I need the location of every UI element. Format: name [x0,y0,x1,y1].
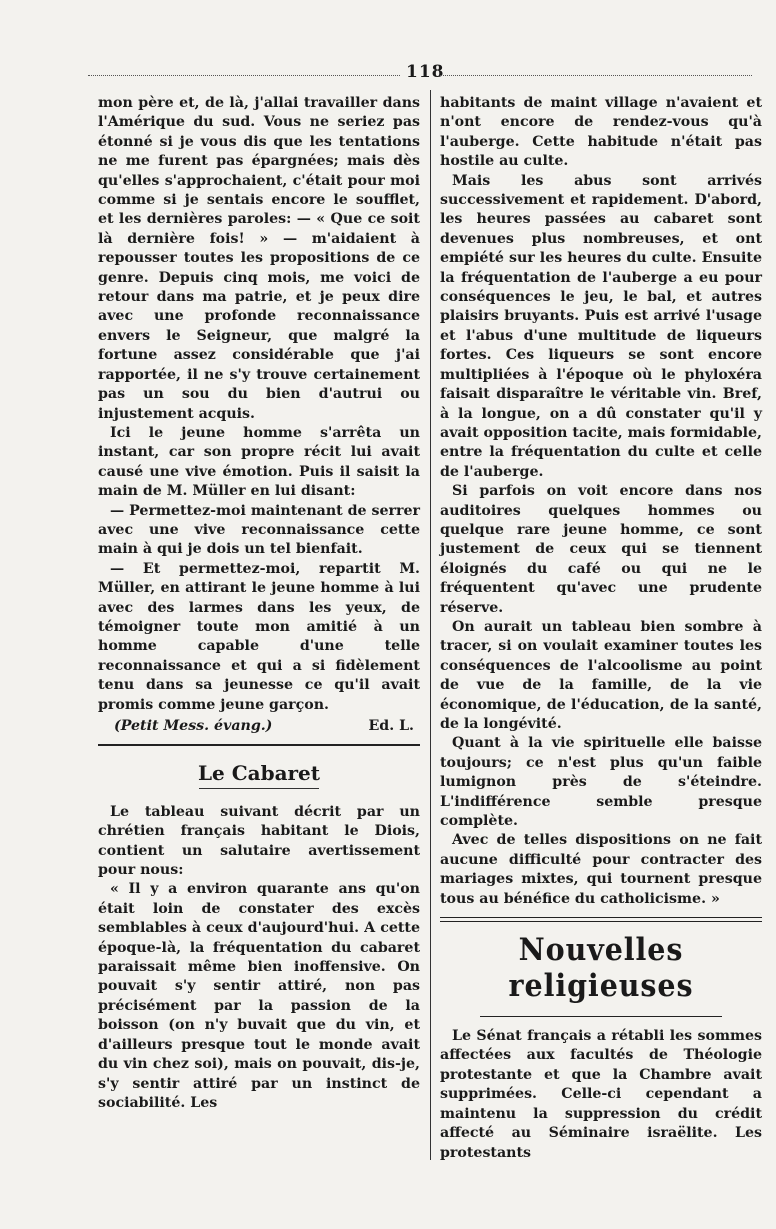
paragraph: mon père et, de là, j'allai travailler dans l'Amérique du sud. Vous ne seriez pas étonné si je vous dis que les tentations ne me furent pas épargnées; mais dès qu'elles s'approchaient, c'était pour moi comme si je sentais encore le soufflet, et les dernières paroles: — « Que ce soit là dernière fois! » — m'aidaient à repousser toutes les propositions de ce genre. Depuis cinq mois, me voici de retour dans ma patrie, et je peux dire avec une profonde reconnaissance envers le Seigneur, que malgré la fortune assez considérable que j'ai rapportée, il ne s'y trouve certainement pas un sou du bien d'autrui ou injustement acquis. [98,95,420,422]
section-title-nouvelles: Nouvelles religieuses [508,932,694,1005]
signature-source: (Petit Mess. évang.) [114,718,273,734]
paragraph: — Permettez-moi maintenant de serrer avec une vive reconnaissance cette main à qui je dois un tel bienfait. [98,502,420,558]
page-header [88,62,752,86]
section-title-cabaret: Le Cabaret [197,761,321,786]
signature-author: Ed. L. [368,718,414,734]
paragraph: Ici le jeune homme s'arrêta un instant, car son propre récit lui avait causé une vive émotion. Puis il saisit la main de M. Müller en lui disant: [98,424,420,500]
paragraph: « Il y a environ quarante ans qu'on était loin de constater des excès semblables à ceux d'aujourd'hui. A cette époque-là, la fréquentation du cabaret paraissait même bien inoffensive. On pouvait s'y sentir attiré, non pas précisément par la passion de la boisson (on n'y buvait que du vin, et d'ailleurs presque tout le monde avait du vin chez soi), mais on pouvait, dis-je, s'y sentir attiré par un instinct de sociabilité. Les [98,881,420,1111]
header-rule-right [440,75,752,76]
paragraph: Mais les abus sont arrivés successivement et rapidement. D'abord, les heures passées au cabaret sont devenues plus nombreuses, et ont empiété sur les heures du culte. Ensuite la fréquentation de l'auberge a eu pour conséquences le jeu, le bal, et autres plaisirs bruyants. Puis est arrivé l'usage et l'abus d'une multitude de liqueurs fortes. Ces liqueurs se sont encore multipliées à l'époque où le phyloxéra faisait disparaître le véritable vin. Bref, à la longue, on a dû constater qu'il y avait opposition tacite, mais formidable, entre la fréquentation du culte et celle de l'auberge. [440,172,762,480]
paragraph: On aurait un tableau bien sombre à tracer, si on voulait examiner toutes les conséquences de l'alcoolisme au point de vue de la famille, de la vie économique, de l'éducation, de la santé, de la longévité. [440,618,762,732]
paragraph: habitants de maint village n'avaient et n'ont encore de rendez-vous qu'à l'auberge. Cette habitude n'était pas hostile au culte. [440,95,762,170]
right-column [440,94,762,1163]
paragraph: Quant à la vie spirituelle elle baisse toujours; ce n'est plus qu'un faible lumignon près de s'éteindre. L'indifférence semble presque complète. [440,735,762,830]
signature-line [98,717,420,736]
paragraph: Si parfois on voit encore dans nos auditoires quelques hommes ou quelque rare jeune homme, ce sont justement de ceux qui se tiennent éloignés du café ou qui ne le fréquentent qu'avec une prudente réserve. [440,483,762,616]
paragraph: Avec de telles dispositions on ne fait aucune difficulté pour contracter des mariages mixtes, qui tournent presque tous au bénéfice du catholicisme. » [440,832,762,907]
column-divider [430,90,431,1160]
title-underline [480,1016,722,1017]
page-number: 118 [406,62,445,82]
section-separator [98,744,420,746]
paragraph: Le tableau suivant décrit par un chrétien français habitant le Diois, contient un salutaire avertissement pour nous: [98,803,420,879]
left-column [98,94,420,1113]
paragraph: — Et permettez-moi, repartit M. Müller, en attirant le jeune homme à lui avec des larmes dans les yeux, de témoigner toute mon amitié à un homme capable d'une telle reconnaissance et qui a si fidèlement tenu dans sa jeunesse ce qu'il avait promis comme jeune garçon. [98,560,420,713]
title-underline [199,788,319,789]
header-rule-left [88,75,400,76]
section-separator [440,917,762,922]
paragraph: Le Sénat français a rétabli les sommes affectées aux facultés de Théologie protestante et que la Chambre avait supprimées. Celle-ci cependant a maintenu la suppression du crédit affecté au Séminaire israëlite. Les protestants [440,1028,762,1161]
